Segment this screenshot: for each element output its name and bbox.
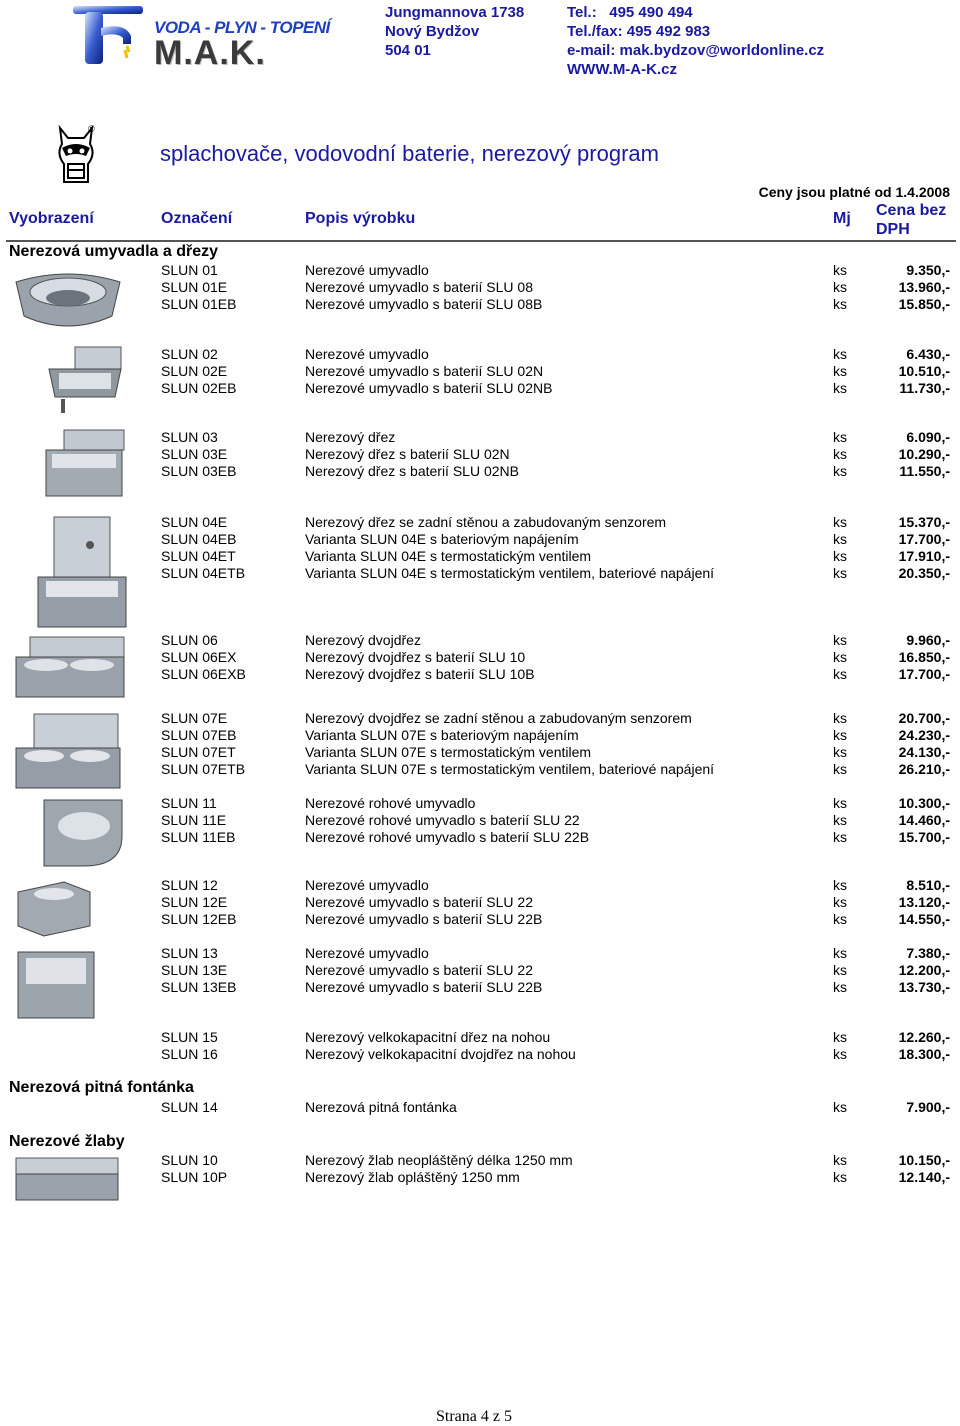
- price: 15.370,-: [898, 514, 950, 530]
- price: 10.300,-: [898, 795, 950, 811]
- product-description: Nerezové umyvadlo: [305, 945, 429, 961]
- product-code: SLUN 04ET: [161, 548, 236, 564]
- table-row: [0, 463, 960, 480]
- product-code: SLUN 11: [161, 795, 217, 811]
- table-row: [0, 649, 960, 666]
- product-description: Varianta SLUN 04E s termostatickým ventilem, bateriové napájení: [305, 565, 715, 581]
- unit: ks: [833, 346, 847, 362]
- table-row: [0, 429, 960, 446]
- product-code: SLUN 11EB: [161, 829, 236, 845]
- price: 11.550,-: [899, 463, 950, 479]
- table-row: [0, 531, 960, 548]
- unit: ks: [833, 548, 847, 564]
- price: 13.960,-: [898, 279, 950, 295]
- table-row: [0, 346, 960, 363]
- product-code: SLUN 03E: [161, 446, 228, 462]
- unit: ks: [833, 1169, 847, 1185]
- contact-tel: Tel.: 495 490 494: [567, 4, 693, 21]
- table-row: [0, 446, 960, 463]
- product-description: Nerezový dřez s baterií SLU 02N: [305, 446, 510, 462]
- unit: ks: [833, 1046, 847, 1062]
- product-code: SLUN 13: [161, 945, 218, 961]
- unit: ks: [833, 429, 847, 445]
- table-row: [0, 296, 960, 313]
- table-row: [0, 1029, 960, 1046]
- price: 24.230,-: [898, 727, 950, 743]
- product-code: SLUN 07EB: [161, 727, 237, 743]
- product-description: Nerezový dvojdřez: [305, 632, 421, 648]
- product-code: SLUN 10: [161, 1152, 218, 1168]
- table-row: [0, 279, 960, 296]
- product-code: SLUN 12E: [161, 894, 228, 910]
- product-description: Nerezové umyvadlo: [305, 262, 429, 278]
- section-heading: Nerezové žlaby: [9, 1133, 125, 1150]
- product-code: SLUN 15: [161, 1029, 218, 1045]
- table-row: [0, 710, 960, 727]
- unit: ks: [833, 877, 847, 893]
- product-description: Nerezové umyvadlo s baterií SLU 02NB: [305, 380, 553, 396]
- table-row: [0, 380, 960, 397]
- price: 17.700,-: [898, 666, 950, 682]
- unit: ks: [833, 531, 847, 547]
- product-description: Nerezové rohové umyvadlo: [305, 795, 476, 811]
- product-description: Varianta SLUN 07E s bateriovým napájením: [305, 727, 579, 743]
- table-row: [0, 565, 960, 582]
- col-price-line2: DPH: [876, 221, 910, 238]
- unit: ks: [833, 262, 847, 278]
- table-row: [0, 1152, 960, 1169]
- price: 6.090,-: [906, 429, 950, 445]
- table-row: [0, 795, 960, 812]
- unit: ks: [833, 380, 847, 396]
- product-code: SLUN 04E: [161, 514, 228, 530]
- product-description: Nerezový dřez se zadní stěnou a zabudovaným senzorem: [305, 514, 667, 530]
- contact-email[interactable]: e-mail: mak.bydzov@worldonline.cz: [567, 42, 825, 59]
- product-description: Nerezové umyvadlo s baterií SLU 22: [305, 894, 533, 910]
- price: 12.260,-: [898, 1029, 950, 1045]
- product-code: SLUN 01EB: [161, 296, 237, 312]
- header-rule: [6, 240, 956, 242]
- product-description: Nerezový dvojdřez s baterií SLU 10B: [305, 666, 535, 682]
- col-price: [876, 201, 946, 239]
- page-title: splachovače, vodovodní baterie, nerezový program: [160, 141, 659, 166]
- price: 26.210,-: [898, 761, 950, 777]
- price: 14.550,-: [898, 911, 950, 927]
- product-code: SLUN 10P: [161, 1169, 228, 1185]
- brand-name: M.A.K.: [154, 34, 266, 72]
- price: 14.460,-: [898, 812, 950, 828]
- table-row: [0, 979, 960, 996]
- unit: ks: [833, 911, 847, 927]
- price: 13.730,-: [898, 979, 950, 995]
- product-description: Nerezový velkokapacitní dvojdřez na nohou: [305, 1046, 576, 1062]
- product-description: Varianta SLUN 07E s termostatickým ventilem, bateriové napájení: [305, 761, 715, 777]
- product-description: Nerezový dvojdřez s baterií SLU 10: [305, 649, 526, 665]
- product-code: SLUN 01E: [161, 279, 228, 295]
- product-code: SLUN 07E: [161, 710, 228, 726]
- table-row: [0, 877, 960, 894]
- product-description: Varianta SLUN 07E s termostatickým ventilem: [305, 744, 592, 760]
- price: 8.510,-: [906, 877, 950, 893]
- unit: ks: [833, 710, 847, 726]
- price: 6.430,-: [906, 346, 950, 362]
- product-description: Nerezový dřez s baterií SLU 02NB: [305, 463, 519, 479]
- product-description: Nerezové rohové umyvadlo s baterií SLU 22: [305, 812, 580, 828]
- product-description: Nerezové umyvadlo s baterií SLU 08: [305, 279, 533, 295]
- product-code: SLUN 02EB: [161, 380, 237, 396]
- price: 9.960,-: [906, 632, 950, 648]
- product-description: Nerezový žlab opláštěný 1250 mm: [305, 1169, 520, 1185]
- col-mj: Mj: [833, 210, 851, 227]
- product-code: SLUN 12: [161, 877, 218, 893]
- product-code: SLUN 02: [161, 346, 218, 362]
- product-code: SLUN 06EXB: [161, 666, 246, 682]
- product-code: SLUN 12EB: [161, 911, 237, 927]
- unit: ks: [833, 945, 847, 961]
- table-row: [0, 911, 960, 928]
- unit: ks: [833, 812, 847, 828]
- product-code: SLUN 02E: [161, 363, 228, 379]
- product-code: SLUN 07ETB: [161, 761, 246, 777]
- unit: ks: [833, 463, 847, 479]
- brand-slogan: VODA - PLYN - TOPENÍ: [154, 18, 330, 37]
- product-code: SLUN 01: [161, 262, 218, 278]
- product-description: Nerezový žlab neopláštěný délka 1250 mm: [305, 1152, 573, 1168]
- table-row: [0, 945, 960, 962]
- table-row: [0, 744, 960, 761]
- price: 11.730,-: [899, 380, 950, 396]
- table-row: [0, 632, 960, 649]
- unit: ks: [833, 632, 847, 648]
- price: 16.850,-: [898, 649, 950, 665]
- product-code: SLUN 06: [161, 632, 218, 648]
- unit: ks: [833, 1029, 847, 1045]
- price: 12.200,-: [898, 962, 950, 978]
- price: 13.120,-: [898, 894, 950, 910]
- contact-fax: Tel./fax: 495 492 983: [567, 23, 711, 40]
- section-heading: Nerezová pitná fontánka: [9, 1079, 194, 1096]
- unit: ks: [833, 727, 847, 743]
- product-description: Varianta SLUN 04E s bateriovým napájením: [305, 531, 579, 547]
- col-image: Vyobrazení: [9, 210, 94, 227]
- table-row: [0, 894, 960, 911]
- price: 10.150,-: [898, 1152, 950, 1168]
- product-description: Nerezové umyvadlo s baterií SLU 08B: [305, 296, 543, 312]
- table-row: [0, 548, 960, 565]
- product-code: SLUN 06EX: [161, 649, 237, 665]
- col-desc: Popis výrobku: [305, 210, 416, 227]
- unit: ks: [833, 514, 847, 530]
- table-row: [0, 962, 960, 979]
- price: 15.700,-: [898, 829, 950, 845]
- unit: ks: [833, 279, 847, 295]
- page-number: Strana 4 z 5: [436, 1408, 512, 1425]
- unit: ks: [833, 744, 847, 760]
- table-row: [0, 1046, 960, 1063]
- product-description: Varianta SLUN 04E s termostatickým ventilem: [305, 548, 592, 564]
- table-row: [0, 829, 960, 846]
- price: 17.910,-: [898, 548, 950, 564]
- product-description: Nerezové umyvadlo s baterií SLU 02N: [305, 363, 544, 379]
- unit: ks: [833, 979, 847, 995]
- validity-note: Ceny jsou platné od 1.4.2008: [758, 184, 950, 200]
- price: 10.510,-: [898, 363, 950, 379]
- table-row: [0, 262, 960, 279]
- address-zip: 504 01: [385, 42, 431, 59]
- table-row: [0, 514, 960, 531]
- col-code: Označení: [161, 210, 233, 227]
- product-code: SLUN 03EB: [161, 463, 237, 479]
- product-description: Nerezové umyvadlo s baterií SLU 22B: [305, 911, 543, 927]
- product-description: Nerezové umyvadlo: [305, 877, 429, 893]
- unit: ks: [833, 795, 847, 811]
- unit: ks: [833, 894, 847, 910]
- price: 17.700,-: [898, 531, 950, 547]
- price: 7.900,-: [906, 1099, 950, 1115]
- col-price-line1: Cena bez: [876, 202, 947, 219]
- product-description: Nerezový dvojdřez se zadní stěnou a zabudovaným senzorem: [305, 710, 692, 726]
- contact-web[interactable]: WWW.M-A-K.cz: [567, 61, 677, 78]
- table-row: [0, 666, 960, 683]
- section-heading: Nerezová umyvadla a dřezy: [9, 243, 218, 260]
- price: 15.850,-: [898, 296, 950, 312]
- product-description: Nerezové umyvadlo: [305, 346, 429, 362]
- price: 20.700,-: [898, 710, 950, 726]
- unit: ks: [833, 363, 847, 379]
- product-description: Nerezové umyvadlo s baterií SLU 22: [305, 962, 533, 978]
- table-row: [0, 727, 960, 744]
- product-description: Nerezové umyvadlo s baterií SLU 22B: [305, 979, 543, 995]
- unit: ks: [833, 666, 847, 682]
- product-code: SLUN 13E: [161, 962, 228, 978]
- table-row: [0, 1099, 960, 1116]
- product-code: SLUN 07ET: [161, 744, 236, 760]
- price: 7.380,-: [906, 945, 950, 961]
- table-row: [0, 363, 960, 380]
- product-code: SLUN 14: [161, 1099, 218, 1115]
- unit: ks: [833, 1099, 847, 1115]
- product-code: SLUN 04EB: [161, 531, 237, 547]
- unit: ks: [833, 446, 847, 462]
- price: 12.140,-: [898, 1169, 950, 1185]
- table-row: [0, 812, 960, 829]
- product-code: SLUN 04ETB: [161, 565, 246, 581]
- registered-mark: ®: [88, 124, 95, 134]
- unit: ks: [833, 296, 847, 312]
- product-code: SLUN 11E: [161, 812, 227, 828]
- address-city: Nový Bydžov: [385, 23, 480, 40]
- unit: ks: [833, 649, 847, 665]
- price: 10.290,-: [898, 446, 950, 462]
- product-code: SLUN 16: [161, 1046, 218, 1062]
- product-description: Nerezová pitná fontánka: [305, 1099, 457, 1115]
- unit: ks: [833, 962, 847, 978]
- price: 18.300,-: [898, 1046, 950, 1062]
- unit: ks: [833, 565, 847, 581]
- address-street: Jungmannova 1738: [385, 4, 525, 21]
- price: 20.350,-: [898, 565, 950, 581]
- table-row: [0, 1169, 960, 1186]
- product-description: Nerezový velkokapacitní dřez na nohou: [305, 1029, 551, 1045]
- product-description: Nerezové rohové umyvadlo s baterií SLU 22B: [305, 829, 590, 845]
- table-row: [0, 761, 960, 778]
- unit: ks: [833, 1152, 847, 1168]
- product-description: Nerezový dřez: [305, 429, 396, 445]
- unit: ks: [833, 761, 847, 777]
- price: 24.130,-: [898, 744, 950, 760]
- unit: ks: [833, 829, 847, 845]
- price: 9.350,-: [906, 262, 950, 278]
- product-code: SLUN 13EB: [161, 979, 237, 995]
- product-code: SLUN 03: [161, 429, 218, 445]
